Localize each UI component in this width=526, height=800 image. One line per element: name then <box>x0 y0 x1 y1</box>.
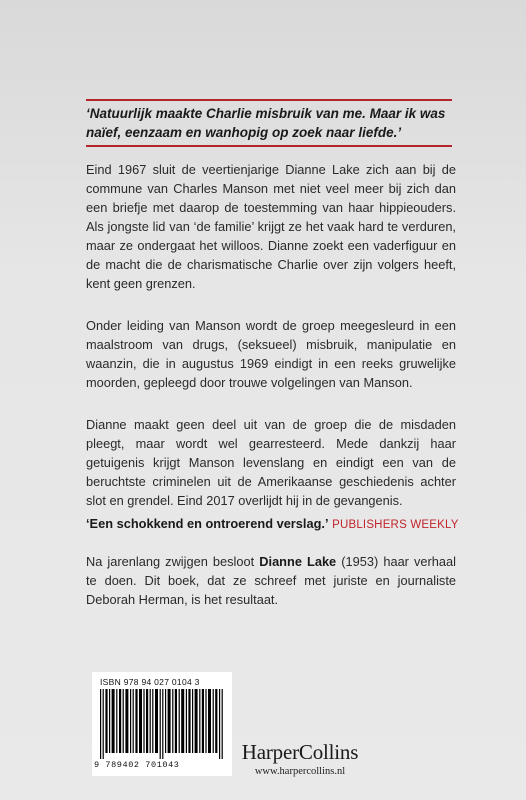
publisher-logo: HarperCollins <box>241 740 359 764</box>
author-paragraph <box>86 552 456 609</box>
review-line <box>86 514 466 535</box>
quote-rule-top <box>86 99 452 101</box>
blurb-paragraph-1: Eind 1967 sluit de veertienjarige Dianne Lake zich aan bij de commune van Charles Manson met niet veel meer bij zich dan een briefje met daarop de toestemming van haar hippieouders. Als jongste lid van ‘de familie’ krijgt ze het vaak hard te verduren, maar ze ondergaat het willoos. Dianne zoekt een vaderfiguur en de macht die de charismatische Charlie over zijn volgers heeft, kent geen grenzen. <box>86 162 456 291</box>
author-text-before: Na jarenlang zwijgen besloot <box>86 554 260 569</box>
barcode-box <box>92 672 232 776</box>
pull-quote: ‘Natuurlijk maakte Charlie misbruik van me. Maar ik was naïef, eenzaam en wanhopig op zoek naar liefde.’ <box>86 106 446 140</box>
publisher-url: www.harpercollins.nl <box>254 766 346 777</box>
barcode-digits: 9 789402 701043 <box>94 760 180 770</box>
review-quote: ‘Een schokkend en ontroerend verslag.’ <box>86 516 329 531</box>
barcode-icon <box>98 689 226 759</box>
quote-rule-bottom <box>86 145 452 147</box>
blurb-paragraph-2: Onder leiding van Manson wordt de groep meegesleurd in een maalstroom van drugs, (seksueel) misbruik, manipulatie en waanzin, die in augustus 1969 eindigt in een reeks gruwelijke moorden, gepleegd door trouwe volgelingen van Manson. <box>86 318 456 390</box>
author-text-after: (1953) haar verhaal te doen. Dit boek, dat ze schreef met juriste en journaliste Deborah Herman, is het resultaat. <box>86 554 456 607</box>
review-source: PUBLISHERS WEEKLY <box>332 519 459 531</box>
isbn-label: ISBN 978 94 027 0104 3 <box>100 677 200 687</box>
author-name: Dianne Lake <box>259 554 337 569</box>
blurb-paragraph-3: Dianne maakt geen deel uit van de groep die de misdaden pleegt, maar wordt wel gearresteerd. Mede dankzij haar getuigenis krijgt Manson levenslang en eindigt een van de beruchtste criminelen uit de Amerikaanse geschiedenis achter slot en grendel. Eind 2017 overlijdt hij in de gevangenis. <box>86 417 456 508</box>
